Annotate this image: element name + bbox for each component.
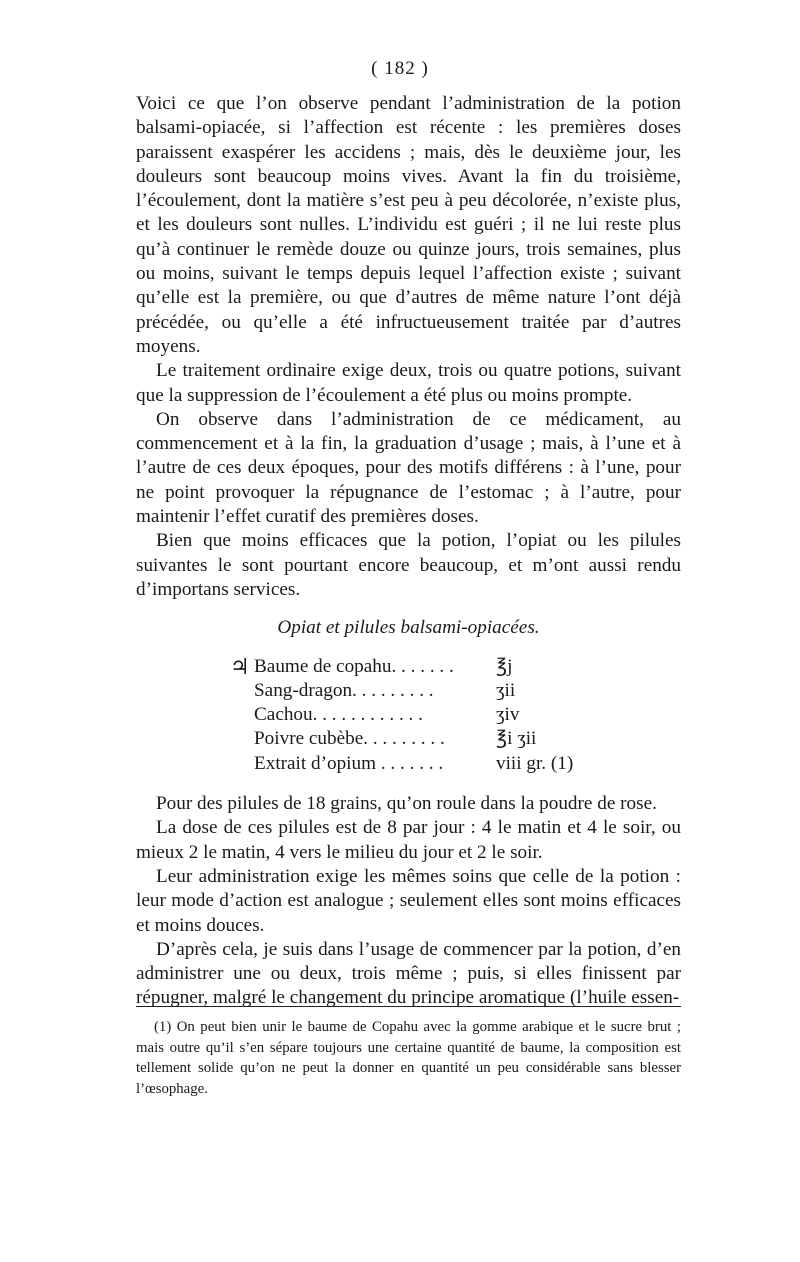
paragraph: Voici ce que l’on observe pendant l’administration de la potion balsami-opiacée, si l’affection est récente : les premières doses paraissent exaspérer les accidens ; mais, dès le deuxième jour, les douleurs sont beaucoup moins vives. Avant la fin du troisième, l’écoulement, dont la matière s’est peu à peu décolorée, n’existe plus, et les douleurs sont nulles. L’individu est guéri ; il ne lui reste plus qu’à continuer le remède douze ou quinze jours, trois semaines, plus ou moins, suivant le temps depuis lequel l’affection existe ; suivant qu’elle est la première, ou que d’autres de même nature l’ont déjà précédée, ou qu’elle a été infructueusement traitée par d’autres moyens. xyxy=(136,93,681,357)
recipe-ingredient: Cachou. . . . . . . . . . . . xyxy=(254,704,423,726)
paragraph: On observe dans l’administration de ce médicament, au commencement et à la fin, la graduation d’usage ; mais, à l’une et à l’autre de ces deux époques, pour des motifs différens : à l’une, pour ne point provoquer la répugnance de l’estomac ; à l’autre, pour maintenir l’effet curatif des premières doses. xyxy=(136,408,681,528)
recipe-row xyxy=(230,703,681,727)
paragraph: Le traitement ordinaire exige deux, trois ou quatre potions, suivant que la suppression de l’écoulement a été plus ou moins prompte. xyxy=(136,360,681,406)
footnote-text: (1) On peut bien unir le baume de Copahu avec la gomme arabique et le sucre brut ; mais outre qu’il s’en sépare toujours une certaine quantité de baume, la composition est tellement solide qu’on ne peut la donner en quantité un peu considérable sans blesser l’œsophage. xyxy=(136,1019,681,1097)
body-text xyxy=(136,92,681,1011)
recipe-ingredient: Extrait d’opium . . . . . . . xyxy=(254,752,444,774)
recipe-ingredient: Sang-dragon. . . . . . . . . xyxy=(254,679,434,701)
recipe-dose: ℥i ʒii xyxy=(496,728,537,750)
recipe-row xyxy=(230,679,681,703)
recipe-dose: viii gr. (1) xyxy=(496,752,574,774)
paragraph: Pour des pilules de 18 grains, qu’on roule dans la poudre de rose. xyxy=(156,793,657,815)
paragraph: D’après cela, je suis dans l’usage de commencer par la potion, d’en administrer une ou deux, trois même ; puis, si elles finissent par répugner, malgré le changement du principe aromatique (l’huile essen- xyxy=(136,938,681,1009)
recipe-row xyxy=(230,752,681,776)
paragraph: Bien que moins efficaces que la potion, l’opiat ou les pilules suivantes le sont pourtant encore beaucoup, et m’ont aussi rendu d’importans services. xyxy=(136,530,681,600)
recipe-list xyxy=(230,655,681,776)
recipe-dose: ʒiv xyxy=(496,704,520,726)
recipe-row xyxy=(230,655,681,679)
page-number: ( 182 ) xyxy=(371,58,429,79)
footnote xyxy=(136,1017,681,1099)
recipe-dose: ʒii xyxy=(496,679,516,701)
recipe-row xyxy=(230,727,681,751)
recipe-title: Opiat et pilules balsami-opiacées. xyxy=(277,617,540,639)
recipe-ingredient: Poivre cubèbe. . . . . . . . . xyxy=(254,728,445,750)
footnote-divider xyxy=(136,1006,681,1007)
paragraph: Leur administration exige les mêmes soins que celle de la potion : leur mode d’action est analogue ; seulement elles sont moins efficaces et moins douces. xyxy=(136,865,681,936)
paragraph: La dose de ces pilules est de 8 par jour : 4 le matin et 4 le soir, ou mieux 2 le matin, 4 vers le milieu du jour et 2 le soir. xyxy=(136,817,681,863)
recipe-dose: ℥j xyxy=(496,655,513,677)
recipe-ingredient: Baume de copahu. . . . . . . xyxy=(254,655,454,677)
jupiter-recipe-icon: ♃ xyxy=(230,653,250,679)
